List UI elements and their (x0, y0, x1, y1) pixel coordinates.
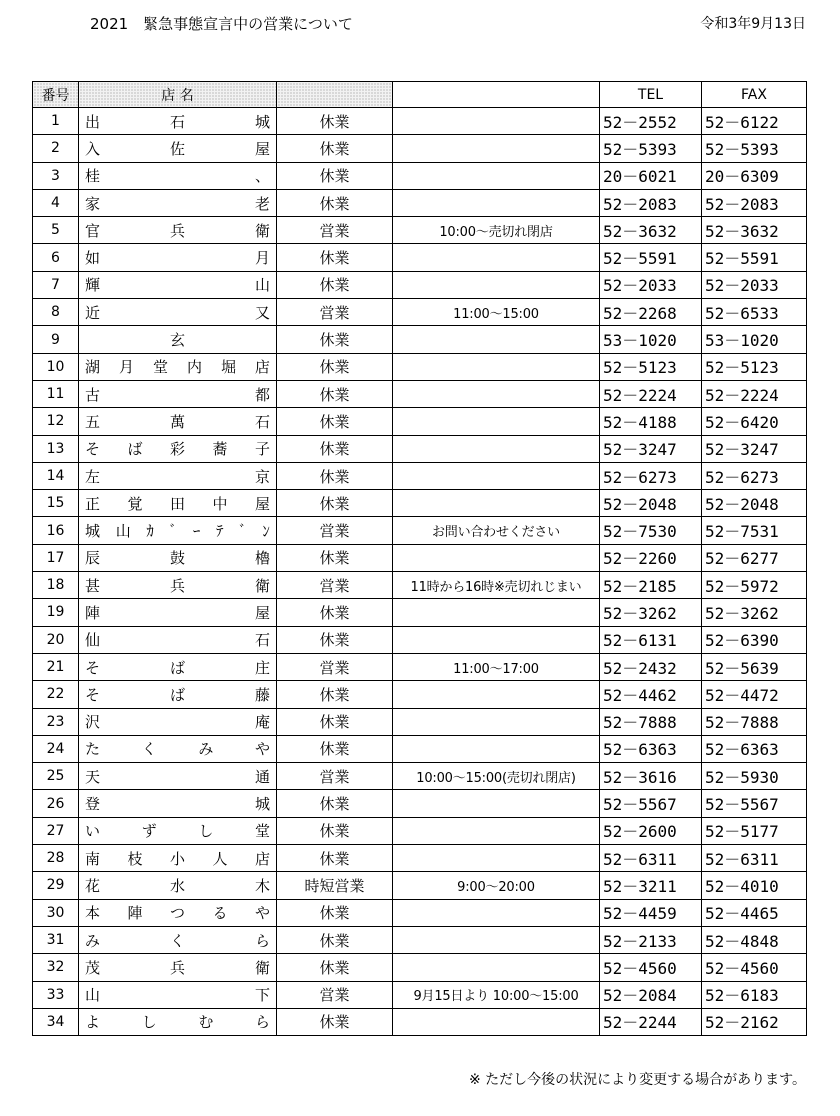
business-hours (393, 899, 600, 926)
tel-number: 52－6363 (600, 735, 702, 762)
row-number: 19 (33, 599, 79, 626)
row-number: 13 (33, 435, 79, 462)
store-name (79, 189, 277, 216)
business-status: 休業 (277, 108, 393, 135)
tel-number: 52－7888 (600, 708, 702, 735)
store-name (79, 817, 277, 844)
table-row (33, 108, 807, 135)
business-hours (393, 380, 600, 407)
business-status: 休業 (277, 599, 393, 626)
store-name (79, 899, 277, 926)
store-name-text: 湖 月 堂 内 堀 店 (85, 358, 270, 377)
store-name-text: 辰 鼓 櫓 (85, 549, 270, 568)
store-name (79, 599, 277, 626)
business-status: 休業 (277, 244, 393, 271)
tel-number: 52－5567 (600, 790, 702, 817)
business-status: 休業 (277, 462, 393, 489)
fax-number: 52－6533 (702, 299, 807, 326)
table-row (33, 954, 807, 981)
fax-number: 52－6311 (702, 845, 807, 872)
row-number: 33 (33, 981, 79, 1008)
table-row (33, 790, 807, 817)
tel-number: 52－2260 (600, 544, 702, 571)
row-number: 3 (33, 162, 79, 189)
fax-number: 52－6273 (702, 462, 807, 489)
row-number: 28 (33, 845, 79, 872)
tel-number: 52－2268 (600, 299, 702, 326)
business-status: 営業 (277, 763, 393, 790)
tel-number: 52－6273 (600, 462, 702, 489)
fax-number: 52－6363 (702, 735, 807, 762)
table-body (33, 108, 807, 1036)
fax-number: 52－5930 (702, 763, 807, 790)
row-number: 18 (33, 572, 79, 599)
business-hours: 10:00～15:00(売切れ閉店) (393, 763, 600, 790)
business-hours: 11:00～17:00 (393, 653, 600, 680)
table-header-row (33, 82, 807, 108)
store-name-text: 出 石 城 (85, 112, 270, 131)
store-name-text: 仙 石 (85, 631, 270, 650)
table-row (33, 135, 807, 162)
business-hours (393, 189, 600, 216)
row-number: 34 (33, 1008, 79, 1035)
table-row (33, 981, 807, 1008)
store-name (79, 681, 277, 708)
row-number: 6 (33, 244, 79, 271)
store-name-text: 花 水 木 (85, 876, 270, 895)
business-hours (393, 1008, 600, 1035)
row-number: 31 (33, 926, 79, 953)
table-row (33, 817, 807, 844)
store-name-text: み く ら (85, 931, 270, 950)
business-hours (393, 599, 600, 626)
table-row (33, 408, 807, 435)
store-name-text: た く み や (85, 740, 270, 759)
business-hours (393, 271, 600, 298)
fax-number: 52－2224 (702, 380, 807, 407)
business-status: 休業 (277, 189, 393, 216)
tel-number: 52－3247 (600, 435, 702, 462)
store-name (79, 108, 277, 135)
business-hours: 11時から16時※売切れじまい (393, 572, 600, 599)
fax-number: 52－3262 (702, 599, 807, 626)
fax-number: 53－1020 (702, 326, 807, 353)
business-status: 休業 (277, 326, 393, 353)
page-title: 2021 緊急事態宣言中の営業について (90, 15, 353, 33)
row-number: 27 (33, 817, 79, 844)
fax-number: 52－6420 (702, 408, 807, 435)
store-name-text: 官 兵 衛 (85, 221, 270, 240)
business-status: 休業 (277, 1008, 393, 1035)
column-header-hours (393, 82, 600, 108)
footer-note: ※ ただし今後の状況により変更する場合があります。 (468, 1072, 806, 1088)
row-number: 10 (33, 353, 79, 380)
business-hours (393, 790, 600, 817)
tel-number: 52－2432 (600, 653, 702, 680)
tel-number: 52－5591 (600, 244, 702, 271)
business-status: 休業 (277, 735, 393, 762)
store-name-text: 甚 兵 衛 (85, 576, 270, 595)
business-status: 休業 (277, 790, 393, 817)
table-row (33, 217, 807, 244)
business-status: 休業 (277, 681, 393, 708)
business-status: 休業 (277, 626, 393, 653)
tel-number: 52－5393 (600, 135, 702, 162)
row-number: 15 (33, 490, 79, 517)
store-name-text: 茂 兵 衛 (85, 958, 270, 977)
business-status: 休業 (277, 162, 393, 189)
tel-number: 52－2185 (600, 572, 702, 599)
business-status: 休業 (277, 135, 393, 162)
store-name-text: 登 城 (85, 795, 270, 814)
tel-number: 52－6311 (600, 845, 702, 872)
store-name (79, 435, 277, 462)
fax-number: 52－2033 (702, 271, 807, 298)
business-status: 休業 (277, 380, 393, 407)
fax-number: 52－4010 (702, 872, 807, 899)
table-row (33, 1008, 807, 1035)
business-hours (393, 108, 600, 135)
tel-number: 52－2244 (600, 1008, 702, 1035)
fax-number: 52－5177 (702, 817, 807, 844)
business-hours (393, 708, 600, 735)
fax-number: 52－2162 (702, 1008, 807, 1035)
table-row (33, 845, 807, 872)
tel-number: 52－2224 (600, 380, 702, 407)
business-status: 営業 (277, 981, 393, 1008)
store-name-text: 正 覚 田 中 屋 (85, 494, 270, 513)
row-number: 17 (33, 544, 79, 571)
row-number: 32 (33, 954, 79, 981)
store-name-text: 沢 庵 (85, 713, 270, 732)
store-name (79, 162, 277, 189)
table-row (33, 244, 807, 271)
business-hours (393, 162, 600, 189)
store-name (79, 135, 277, 162)
store-name (79, 217, 277, 244)
business-hours (393, 626, 600, 653)
row-number: 21 (33, 653, 79, 680)
fax-number: 52－4848 (702, 926, 807, 953)
tel-number: 52－5123 (600, 353, 702, 380)
fax-number: 20－6309 (702, 162, 807, 189)
business-hours: お問い合わせください (393, 517, 600, 544)
table-row (33, 435, 807, 462)
row-number: 20 (33, 626, 79, 653)
tel-number: 52－2033 (600, 271, 702, 298)
business-status: 営業 (277, 572, 393, 599)
table-row (33, 189, 807, 216)
store-name (79, 626, 277, 653)
store-name (79, 872, 277, 899)
row-number: 30 (33, 899, 79, 926)
business-hours (393, 326, 600, 353)
store-name-text: 輝 山 (85, 276, 270, 295)
tel-number: 52－3211 (600, 872, 702, 899)
table-row (33, 872, 807, 899)
tel-number: 53－1020 (600, 326, 702, 353)
row-number: 16 (33, 517, 79, 544)
row-number: 8 (33, 299, 79, 326)
fax-number: 52－6390 (702, 626, 807, 653)
store-name-text: 近 又 (85, 303, 270, 322)
fax-number: 52－5393 (702, 135, 807, 162)
fax-number: 52－5972 (702, 572, 807, 599)
store-name (79, 490, 277, 517)
business-hours (393, 462, 600, 489)
row-number: 29 (33, 872, 79, 899)
fax-number: 52－3247 (702, 435, 807, 462)
business-status: 時短営業 (277, 872, 393, 899)
store-name-text: そ ば 庄 (85, 658, 270, 677)
row-number: 14 (33, 462, 79, 489)
business-hours: 10:00～売切れ閉店 (393, 217, 600, 244)
row-number: 22 (33, 681, 79, 708)
store-name-text: 五 萬 石 (85, 412, 270, 431)
store-name (79, 845, 277, 872)
fax-number: 52－4465 (702, 899, 807, 926)
row-number: 11 (33, 380, 79, 407)
business-status: 営業 (277, 653, 393, 680)
row-number: 12 (33, 408, 79, 435)
row-number: 23 (33, 708, 79, 735)
business-status: 休業 (277, 408, 393, 435)
business-hours: 9:00～20:00 (393, 872, 600, 899)
business-hours (393, 353, 600, 380)
store-name (79, 1008, 277, 1035)
business-status: 休業 (277, 926, 393, 953)
store-name-text: 本 陣 つ る や (85, 904, 270, 923)
business-status: 休業 (277, 708, 393, 735)
business-status: 休業 (277, 490, 393, 517)
store-name (79, 763, 277, 790)
business-hours (393, 926, 600, 953)
store-name (79, 544, 277, 571)
table-row (33, 462, 807, 489)
row-number: 1 (33, 108, 79, 135)
store-name (79, 954, 277, 981)
store-name-text: 桂 、 (85, 167, 270, 186)
row-number: 9 (33, 326, 79, 353)
store-status-table (32, 81, 807, 1036)
store-name-text: 古 都 (85, 385, 270, 404)
business-hours: 11:00～15:00 (393, 299, 600, 326)
store-name (79, 653, 277, 680)
table-row (33, 763, 807, 790)
fax-number: 52－5123 (702, 353, 807, 380)
tel-number: 52－2084 (600, 981, 702, 1008)
table-row (33, 708, 807, 735)
business-hours (393, 735, 600, 762)
table-row (33, 653, 807, 680)
table-row (33, 326, 807, 353)
table-row (33, 271, 807, 298)
store-name-text: よ し む ら (85, 1013, 270, 1032)
fax-number: 52－5591 (702, 244, 807, 271)
fax-number: 52－2048 (702, 490, 807, 517)
business-status: 休業 (277, 845, 393, 872)
table-row (33, 517, 807, 544)
table-row (33, 490, 807, 517)
business-status: 営業 (277, 299, 393, 326)
business-hours: 9月15日より 10:00～15:00 (393, 981, 600, 1008)
table-row (33, 162, 807, 189)
store-name (79, 572, 277, 599)
store-name-text: 玄 (169, 331, 185, 350)
store-name (79, 326, 277, 353)
tel-number: 52－6131 (600, 626, 702, 653)
tel-number: 52－4560 (600, 954, 702, 981)
business-status: 休業 (277, 954, 393, 981)
business-status: 営業 (277, 517, 393, 544)
store-name (79, 244, 277, 271)
business-status: 営業 (277, 217, 393, 244)
tel-number: 52－2552 (600, 108, 702, 135)
store-name (79, 735, 277, 762)
tel-number: 52－7530 (600, 517, 702, 544)
column-header-tel: TEL (600, 82, 702, 108)
column-header-number: 番号 (33, 82, 79, 108)
business-hours (393, 244, 600, 271)
store-name (79, 299, 277, 326)
store-name-text: 山 下 (85, 986, 270, 1005)
table-row (33, 353, 807, 380)
business-hours (393, 681, 600, 708)
fax-number: 52－3632 (702, 217, 807, 244)
table-row (33, 380, 807, 407)
row-number: 2 (33, 135, 79, 162)
store-name (79, 517, 277, 544)
tel-number: 20－6021 (600, 162, 702, 189)
tel-number: 52－4462 (600, 681, 702, 708)
fax-number: 52－6277 (702, 544, 807, 571)
tel-number: 52－4459 (600, 899, 702, 926)
store-name-text: 家 老 (85, 194, 270, 213)
tel-number: 52－2083 (600, 189, 702, 216)
store-name (79, 462, 277, 489)
table-row (33, 599, 807, 626)
row-number: 24 (33, 735, 79, 762)
table-row (33, 544, 807, 571)
business-hours (393, 435, 600, 462)
tel-number: 52－3632 (600, 217, 702, 244)
table-row (33, 626, 807, 653)
store-name (79, 353, 277, 380)
tel-number: 52－3262 (600, 599, 702, 626)
store-name-text: そ ば 彩 蕎 子 (85, 440, 270, 459)
business-status: 休業 (277, 899, 393, 926)
business-hours (393, 408, 600, 435)
table-row (33, 299, 807, 326)
business-hours (393, 817, 600, 844)
store-name-text: 城 山 ｶ ﾞ ｰ ﾃ ﾞ ﾝ (85, 522, 270, 541)
store-name (79, 271, 277, 298)
row-number: 4 (33, 189, 79, 216)
business-hours (393, 544, 600, 571)
store-name-text: 左 京 (85, 467, 270, 486)
fax-number: 52－5567 (702, 790, 807, 817)
tel-number: 52－2600 (600, 817, 702, 844)
fax-number: 52－6122 (702, 108, 807, 135)
column-header-fax: FAX (702, 82, 807, 108)
store-name-text: い ず し 堂 (85, 822, 270, 841)
store-name-text: 天 通 (85, 767, 270, 786)
fax-number: 52－6183 (702, 981, 807, 1008)
fax-number: 52－7888 (702, 708, 807, 735)
table-row (33, 681, 807, 708)
business-status: 休業 (277, 435, 393, 462)
column-header-status (277, 82, 393, 108)
tel-number: 52－2133 (600, 926, 702, 953)
store-name (79, 926, 277, 953)
tel-number: 52－2048 (600, 490, 702, 517)
business-status: 休業 (277, 817, 393, 844)
business-status: 休業 (277, 271, 393, 298)
tel-number: 52－4188 (600, 408, 702, 435)
business-hours (393, 845, 600, 872)
business-hours (393, 135, 600, 162)
column-header-store-name: 店 名 (79, 82, 277, 108)
business-hours (393, 954, 600, 981)
tel-number: 52－3616 (600, 763, 702, 790)
store-name (79, 981, 277, 1008)
fax-number: 52－7531 (702, 517, 807, 544)
fax-number: 52－4472 (702, 681, 807, 708)
store-name-text: 入 佐 屋 (85, 139, 270, 158)
store-name (79, 708, 277, 735)
store-name (79, 790, 277, 817)
store-name-text: 陣 屋 (85, 603, 270, 622)
fax-number: 52－2083 (702, 189, 807, 216)
row-number: 26 (33, 790, 79, 817)
business-status: 休業 (277, 544, 393, 571)
store-name-text: 南 枝 小 人 店 (85, 849, 270, 868)
store-name-text: 如 月 (85, 249, 270, 268)
fax-number: 52－5639 (702, 653, 807, 680)
table-row (33, 735, 807, 762)
table-row (33, 572, 807, 599)
row-number: 7 (33, 271, 79, 298)
store-name (79, 408, 277, 435)
fax-number: 52－4560 (702, 954, 807, 981)
row-number: 25 (33, 763, 79, 790)
store-name-text: そ ば 藤 (85, 685, 270, 704)
row-number: 5 (33, 217, 79, 244)
store-name (79, 380, 277, 407)
table-row (33, 926, 807, 953)
document-date: 令和3年9月13日 (700, 16, 806, 32)
table-row (33, 899, 807, 926)
business-hours (393, 490, 600, 517)
business-status: 休業 (277, 353, 393, 380)
